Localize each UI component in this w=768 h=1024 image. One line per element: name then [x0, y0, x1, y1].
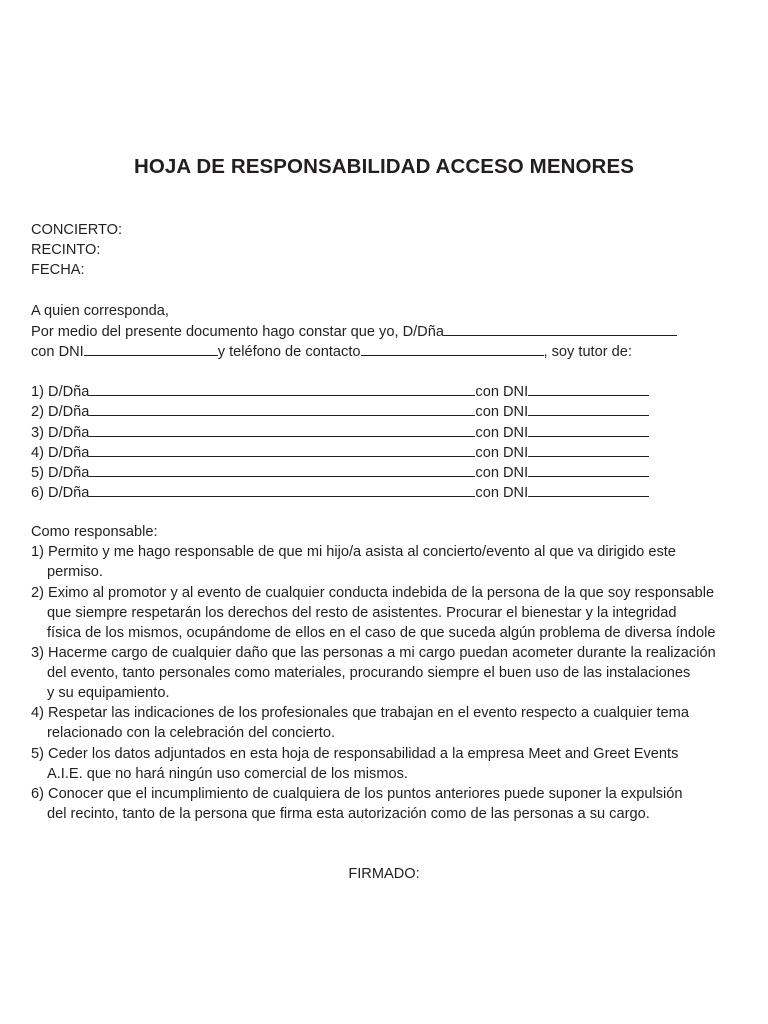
responsibility-line: A.I.E. que no hará ningún uso comercial de los mismos. [47, 766, 408, 782]
minor-dni-field[interactable] [528, 422, 649, 437]
responsibility-line: física de los mismos, ocupándome de ellos en el caso de que suceda algún problema de diversa índole [47, 625, 716, 641]
minor-label: 1) D/Dña [31, 384, 90, 400]
minor-dni-field[interactable] [528, 401, 649, 416]
responsibility-line: del evento, tanto personales como materiales, procurando siempre el buen uso de las instalaciones [47, 665, 691, 681]
minor-name-field[interactable] [89, 482, 475, 497]
minor-row [31, 482, 649, 503]
minor-name-field[interactable] [89, 381, 475, 396]
minor-label: 5) D/Dña [31, 465, 90, 481]
responsibility-line: relacionado con la celebración del concierto. [47, 725, 335, 741]
guardian-name-line [31, 321, 677, 342]
responsibility-line: permiso. [47, 564, 103, 580]
minor-label: 6) D/Dña [31, 485, 90, 501]
minor-dni-label: con DNI [475, 425, 529, 441]
minor-dni-field[interactable] [528, 462, 649, 477]
responsibility-line: 1) Permito y me hago responsable de que mi hijo/a asista al concierto/evento al que va dirigido este [31, 544, 676, 560]
minor-row [31, 442, 649, 463]
minor-dni-field[interactable] [528, 381, 649, 396]
responsibility-line: del recinto, tanto de la persona que firma esta autorización como de las personas a su cargo. [47, 806, 650, 822]
responsibility-line: 4) Respetar las indicaciones de los profesionales que trabajan en el evento respecto a cualquier tema [31, 705, 689, 721]
minor-name-field[interactable] [89, 442, 475, 457]
concierto-label: CONCIERTO: [31, 222, 123, 238]
minor-row [31, 381, 649, 402]
minor-dni-label: con DNI [475, 445, 529, 461]
guardian-name-field[interactable] [444, 321, 677, 336]
guardian-dni-label: con DNI [31, 344, 84, 360]
responsibility-line: 3) Hacerme cargo de cualquier daño que las personas a mi cargo puedan acometer durante la realización [31, 645, 716, 661]
minor-label: 3) D/Dña [31, 425, 90, 441]
responsibilities-heading: Como responsable: [31, 524, 158, 540]
guardian-dni-field[interactable] [84, 341, 218, 356]
responsibility-line: 2) Eximo al promotor y al evento de cualquier conducta indebida de la persona de la que soy responsable [31, 585, 715, 601]
guardian-phone-label: y teléfono de contacto [217, 344, 361, 360]
signature-label: FIRMADO: [348, 866, 420, 882]
minor-row [31, 422, 649, 443]
minor-row [31, 462, 649, 483]
responsibility-line: que siempre respetarán los derechos del resto de asistentes. Procurar el bienestar y la integridad [47, 605, 677, 621]
recinto-label: RECINTO: [31, 242, 101, 258]
fecha-label: FECHA: [31, 262, 85, 278]
guardian-intro-text: Por medio del presente documento hago constar que yo, D/Dña [31, 324, 444, 340]
minor-row [31, 401, 649, 422]
responsibility-line: y su equipamiento. [47, 685, 170, 701]
minor-dni-label: con DNI [475, 465, 529, 481]
minor-label: 4) D/Dña [31, 445, 90, 461]
greeting-text: A quien corresponda, [31, 303, 169, 319]
guardian-phone-field[interactable] [361, 341, 544, 356]
tutor-of-text: , soy tutor de: [543, 344, 632, 360]
guardian-dni-line [31, 341, 632, 362]
responsibility-line: 5) Ceder los datos adjuntados en esta hoja de responsabilidad a la empresa Meet and Greet Events [31, 746, 679, 762]
minor-label: 2) D/Dña [31, 404, 90, 420]
minor-name-field[interactable] [89, 422, 475, 437]
responsibility-line: 6) Conocer que el incumplimiento de cualquiera de los puntos anteriores puede suponer la expulsión [31, 786, 683, 802]
minor-dni-field[interactable] [528, 442, 649, 457]
minor-dni-label: con DNI [475, 404, 529, 420]
document-title: HOJA DE RESPONSABILIDAD ACCESO MENORES [133, 155, 635, 178]
minor-dni-label: con DNI [475, 485, 529, 501]
minor-name-field[interactable] [89, 462, 475, 477]
minor-name-field[interactable] [89, 401, 475, 416]
minor-dni-label: con DNI [475, 384, 529, 400]
minor-dni-field[interactable] [528, 482, 649, 497]
